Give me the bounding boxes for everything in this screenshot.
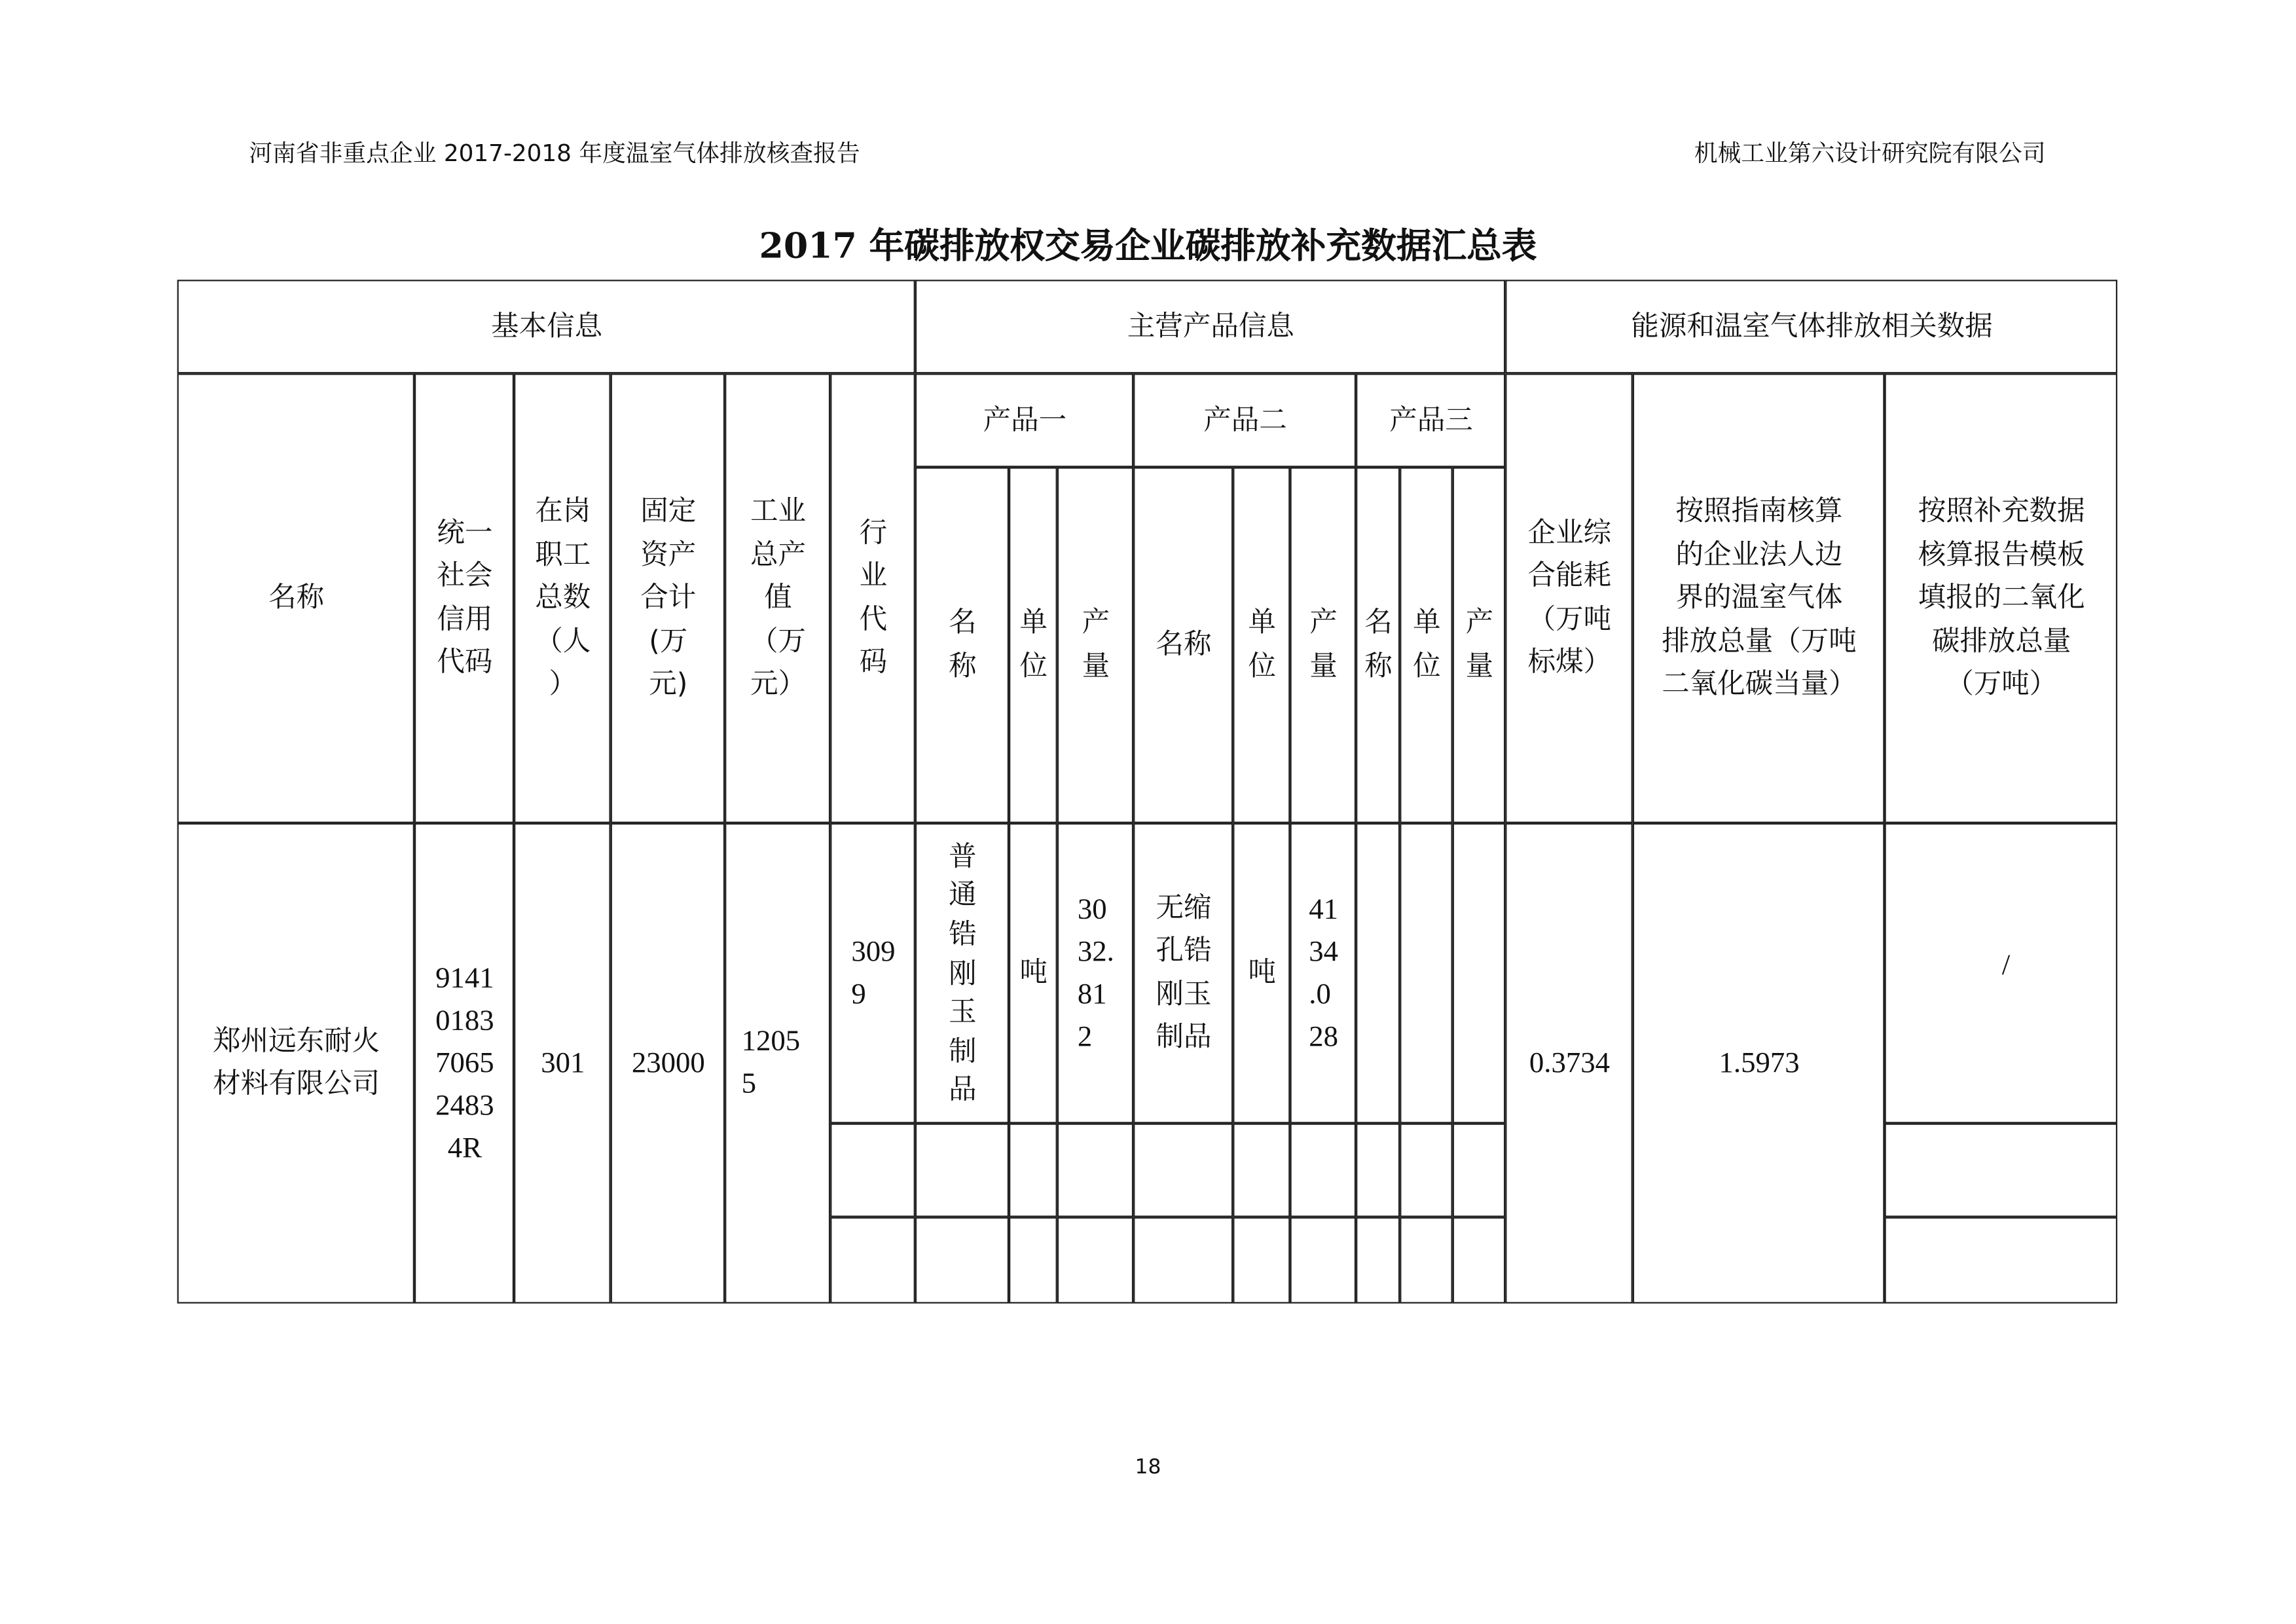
col-p1-unit: 单 位 bbox=[1010, 468, 1058, 823]
col-supplement-emission: 按照补充数据 核算报告模板 填报的二氧化 碳排放总量 （万吨） bbox=[1885, 374, 2118, 824]
cell-p3-qty bbox=[1453, 824, 1506, 1124]
empty-cell bbox=[1453, 1218, 1506, 1304]
empty-cell bbox=[1058, 1218, 1134, 1304]
empty-cell bbox=[831, 1218, 916, 1304]
empty-cell bbox=[1885, 1218, 2118, 1304]
col-output-value: 工业 总产 值 （万 元） bbox=[725, 374, 831, 824]
empty-cell bbox=[1357, 1218, 1400, 1304]
empty-cell bbox=[1233, 1218, 1290, 1304]
col-p1-name: 名 称 bbox=[916, 468, 1010, 823]
col-p2-qty: 产 量 bbox=[1290, 468, 1357, 823]
col-product1: 产品一 bbox=[916, 374, 1134, 468]
col-p2-unit: 单 位 bbox=[1233, 468, 1290, 823]
col-fixed-assets: 固定 资产 合计 (万 元) bbox=[611, 374, 725, 824]
cell-credit-code: 9141 0183 7065 2483 4R bbox=[415, 824, 515, 1304]
empty-cell bbox=[1290, 1124, 1357, 1217]
cell-p3-name bbox=[1357, 824, 1400, 1124]
group-basic-info: 基本信息 bbox=[178, 280, 916, 374]
cell-industry-code: 309 9 bbox=[831, 824, 916, 1124]
empty-cell bbox=[1134, 1124, 1233, 1217]
group-energy-ghg: 能源和温室气体排放相关数据 bbox=[1506, 280, 2118, 374]
col-credit-code: 统一 社会 信用 代码 bbox=[415, 374, 515, 824]
empty-cell bbox=[1233, 1124, 1290, 1217]
empty-cell bbox=[1290, 1218, 1357, 1304]
report-header-left: 河南省非重点企业 2017-2018 年度温室气体排放核查报告 bbox=[249, 139, 860, 167]
cell-p2-qty: 41 34 .0 28 bbox=[1290, 824, 1357, 1124]
cell-p1-name: 普 通 锆 刚 玉 制 品 bbox=[916, 824, 1010, 1124]
report-header-right: 机械工业第六设计研究院有限公司 bbox=[1694, 139, 2046, 167]
col-name: 名称 bbox=[178, 374, 415, 824]
empty-cell bbox=[831, 1124, 916, 1217]
col-p2-name: 名称 bbox=[1134, 468, 1233, 823]
empty-cell bbox=[1010, 1218, 1058, 1304]
col-energy: 企业综 合能耗 （万吨 标煤） bbox=[1506, 374, 1633, 824]
empty-cell bbox=[1400, 1124, 1453, 1217]
page-number: 18 bbox=[1135, 1456, 1161, 1479]
col-industry-code: 行 业 代 码 bbox=[831, 374, 916, 824]
col-p3-name: 名 称 bbox=[1357, 468, 1400, 823]
cell-supplement-emission: / bbox=[1885, 824, 2118, 1124]
cell-p1-qty: 30 32. 81 2 bbox=[1058, 824, 1134, 1124]
cell-p2-unit: 吨 bbox=[1233, 824, 1290, 1124]
empty-cell bbox=[916, 1218, 1010, 1304]
col-product3: 产品三 bbox=[1357, 374, 1506, 468]
col-p3-unit: 单 位 bbox=[1400, 468, 1453, 823]
empty-cell bbox=[1400, 1218, 1453, 1304]
cell-name: 郑州远东耐火 材料有限公司 bbox=[178, 824, 415, 1304]
col-p3-qty: 产 量 bbox=[1453, 468, 1506, 823]
col-p1-qty: 产 量 bbox=[1058, 468, 1134, 823]
cell-p2-name: 无缩 孔锆 刚玉 制品 bbox=[1134, 824, 1233, 1124]
table-title: 2017 年碳排放权交易企业碳排放补充数据汇总表 bbox=[759, 224, 1537, 267]
empty-cell bbox=[1885, 1124, 2118, 1217]
cell-employees: 301 bbox=[515, 824, 611, 1304]
empty-cell bbox=[916, 1124, 1010, 1217]
cell-p3-unit bbox=[1400, 824, 1453, 1124]
cell-guide-emission: 1.5973 bbox=[1633, 824, 1886, 1304]
cell-fixed-assets: 23000 bbox=[611, 824, 725, 1304]
cell-output-value: 1205 5 bbox=[725, 824, 831, 1304]
empty-cell bbox=[1357, 1124, 1400, 1217]
group-product-info: 主营产品信息 bbox=[916, 280, 1506, 374]
empty-cell bbox=[1010, 1124, 1058, 1217]
cell-p1-unit: 吨 bbox=[1010, 824, 1058, 1124]
col-guide-emission: 按照指南核算 的企业法人边 界的温室气体 排放总量（万吨 二氧化碳当量） bbox=[1633, 374, 1886, 824]
col-product2: 产品二 bbox=[1134, 374, 1357, 468]
empty-cell bbox=[1058, 1124, 1134, 1217]
col-employees: 在岗 职工 总数 （人 ） bbox=[515, 374, 611, 824]
empty-cell bbox=[1134, 1218, 1233, 1304]
cell-energy: 0.3734 bbox=[1506, 824, 1633, 1304]
empty-cell bbox=[1453, 1124, 1506, 1217]
